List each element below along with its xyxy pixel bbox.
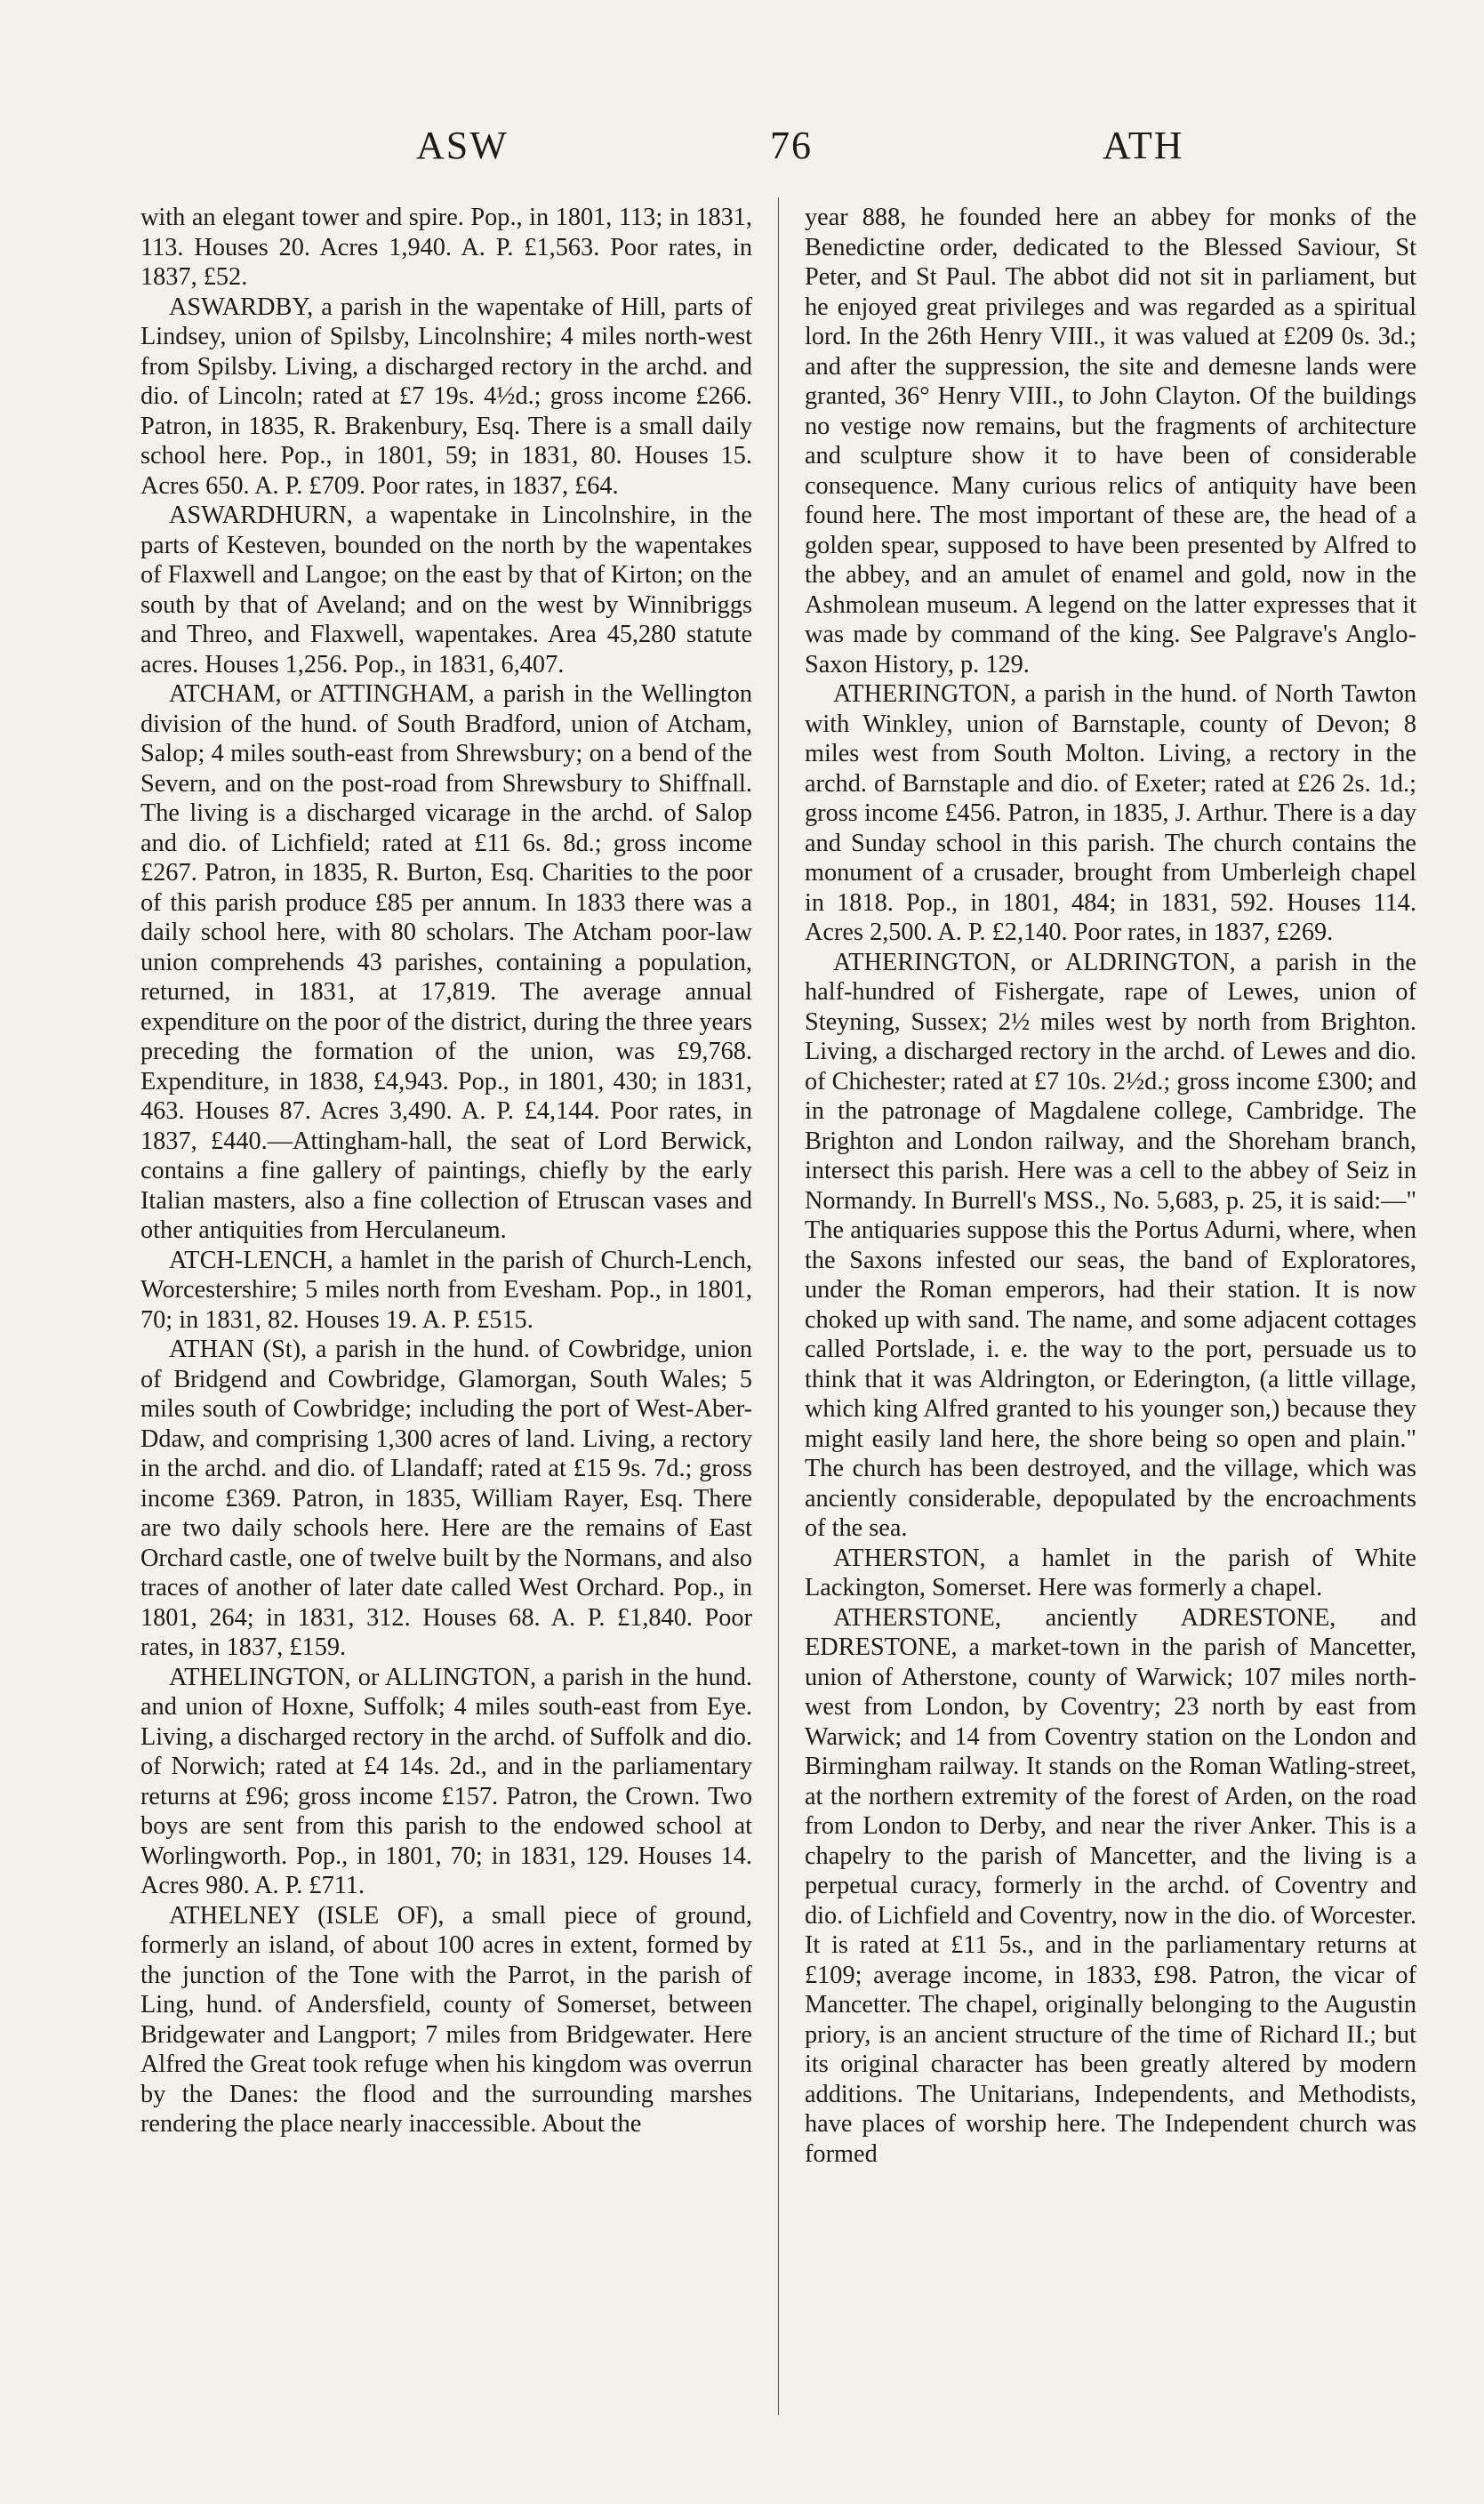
entry-athelney: ATHELNEY (ISLE OF), a small piece of ground, formerly an island, of about 100 acres in extent, formed by the junction of the Tone with the Parrot, in the parish of Ling, hund. of Andersfield, county of Somerset, between Bridgewater and Langport; 7 miles from Bridgewater. Here Alfred the Great took refuge when his kingdom was overrun by the Danes: the flood and the surrounding marshes rendering the place nearly inaccessible. About the (140, 1901, 752, 2138)
page-header (0, 123, 1484, 176)
column-divider (778, 197, 779, 2415)
entry-atherston: ATHERSTON, a hamlet in the parish of White Lackington, Somerset. Here was formerly a chapel. (805, 1544, 1416, 1601)
left-column (140, 203, 752, 2139)
running-head-left: ASW (416, 124, 509, 167)
running-head-right: ATH (1103, 124, 1184, 167)
entry-aswardhurn: ASWARDHURN, a wapentake in Lincolnshire, in the parts of Kesteven, bounded on the north by the wapentakes of Flaxwell and Langoe; on the east by that of Kirton; on the south by that of Aveland; and on the west by Winnibriggs and Threo, and Flaxwell, wapentakes. Area 45,280 statute acres. Houses 1,256. Pop., in 1831, 6,407. (140, 502, 752, 678)
entry-athelney-continued: year 888, he founded here an abbey for monks of the Benedictine order, dedicated to the Blessed Saviour, St Peter, and St Paul. The abbot did not sit in parliament, but he enjoyed great privileges and was regarded as a spiritual lord. In the 26th Henry VIII., it was valued at £209 0s. 3d.; and after the suppression, the site and demesne lands were granted, 36° Henry VIII., to John Clayton. Of the buildings no vestige now remains, but the fragments of architecture and sculpture show it to have been of considerable consequence. Many curious relics of antiquity have been found here. The most important of these are, the head of a golden spear, supposed to have been presented by Alfred to the abbey, and an amulet of enamel and gold, now in the Ashmolean museum. A legend on the latter expresses that it was made by command of the king. See Palgrave's Anglo-Saxon History, p. 129. (805, 204, 1416, 678)
entry-atcham: ATCHAM, or ATTINGHAM, a parish in the Wellington division of the hund. of South Bradford, union of Atcham, Salop; 4 miles south-east from Shrewsbury; on a bend of the Severn, and on the post-road from Shrewsbury to Shiffnall. The living is a discharged vicarage in the archd. of Salop and dio. of Lichfield; rated at £11 6s. 8d.; gross income £267. Patron, in 1835, R. Burton, Esq. Charities to the poor of this parish produce £85 per annum. In 1833 there was a daily school here, with 80 scholars. The Atcham poor-law union comprehends 43 parishes, containing a population, returned, in 1831, at 17,819. The average annual expenditure on the poor of the district, during the three years preceding the formation of the union, was £9,768. Expenditure, in 1838, £4,943. Pop., in 1801, 430; in 1831, 463. Houses 87. Acres 3,490. A. P. £4,144. Poor rates, in 1837, £440.—Attingham-hall, the seat of Lord Berwick, contains a fine gallery of paintings, chiefly by the early Italian masters, also a fine collection of Etruscan vases and other antiquities from Herculaneum. (140, 680, 752, 1244)
right-column (805, 203, 1416, 2169)
entry-atherington-sussex: ATHERINGTON, or ALDRINGTON, a parish in the half-hundred of Fishergate, rape of Lewes, union of Steyning, Sussex; 2½ miles west by north from Brighton. Living, a discharged rectory in the archd. of Lewes and dio. of Chichester; rated at £7 10s. 2½d.; gross income £300; and in the patronage of Magdalene college, Cambridge. The Brighton and London railway, and the Shoreham branch, intersect this parish. Here was a cell to the abbey of Seiz in Normandy. In Burrell's MSS., No. 5,683, p. 25, it is said:—" The antiquaries suppose this the Portus Adurni, where, when the Saxons infested our seas, the band of Exploratores, under the Roman emperors, had their station. It is now choked up with sand. The name, and some adjacent cottages called Portslade, i. e. the way to the port, persuade us to think that it was Aldrington, or Ederington, (a little village, which king Alfred granted to his younger son,) because they might easily land here, the shore being so open and plain." The church has been destroyed, and the village, which was anciently considerable, depopulated by the encroachments of the sea. (805, 948, 1416, 1542)
entry-atherstone: ATHERSTONE, anciently ADRESTONE, and EDRESTONE, a market-town in the parish of Mancetter, union of Atherstone, county of Warwick; 107 miles north-west from London, by Coventry; 23 north by east from Warwick; and 14 from Coventry station on the London and Birmingham railway. It stands on the Roman Watling-street, at the northern extremity of the forest of Arden, on the road from London to Derby, and near the river Anker. This is a chapelry to the parish of Mancetter, and the living is a perpetual curacy, formerly in the archd. of Coventry and dio. of Lichfield and Coventry, now in the dio. of Worcester. It is rated at £11 5s., and in the parliamentary returns at £109; average income, in 1833, £98. Patron, the vicar of Mancetter. The chapel, originally belonging to the Augustin priory, is an ancient structure of the time of Richard II.; but its original character has been greatly altered by modern additions. The Unitarians, Independents, and Methodists, have places of worship here. The Independent church was formed (805, 1603, 1416, 2168)
entry-atherington-devon: ATHERINGTON, a parish in the hund. of North Tawton with Winkley, union of Barnstaple, county of Devon; 8 miles west from South Molton. Living, a rectory in the archd. of Barnstaple and dio. of Exeter; rated at £26 2s. 1d.; gross income £456. Patron, in 1835, J. Arthur. There is a day and Sunday school in this parish. The church contains the monument of a crusader, brought from Umberleigh chapel in 1818. Pop., in 1801, 484; in 1831, 592. Houses 114. Acres 2,500. A. P. £2,140. Poor rates, in 1837, £269. (805, 680, 1416, 946)
entry-continuation: with an elegant tower and spire. Pop., in 1801, 113; in 1831, 113. Houses 20. Acres 1,940. A. P. £1,563. Poor rates, in 1837, £52. (140, 204, 752, 291)
entry-athan: ATHAN (St), a parish in the hund. of Cowbridge, union of Bridgend and Cowbridge, Glamorgan, South Wales; 5 miles south of Cowbridge; including the port of West-Aber-Ddaw, and comprising 1,300 acres of land. Living, a rectory in the archd. and dio. of Llandaff; rated at £15 9s. 7d.; gross income £369. Patron, in 1835, William Rayer, Esq. There are two daily schools here. Here are the remains of East Orchard castle, one of twelve built by the Normans, and also traces of another of later date called West Orchard. Pop., in 1801, 264; in 1831, 312. Houses 68. A. P. £1,840. Poor rates, in 1837, £159. (140, 1336, 752, 1661)
page-number: 76 (770, 124, 813, 167)
entry-athelington: ATHELINGTON, or ALLINGTON, a parish in the hund. and union of Hoxne, Suffolk; 4 miles south-east from Eye. Living, a discharged rectory in the archd. of Suffolk and dio. of Norwich; rated at £4 14s. 2d., and in the parliamentary returns at £96; gross income £157. Patron, the Crown. Two boys are sent from this parish to the endowed school at Worlingworth. Pop., in 1801, 70; in 1831, 129. Houses 14. Acres 980. A. P. £711. (140, 1663, 752, 1899)
entry-atch-lench: ATCH-LENCH, a hamlet in the parish of Church-Lench, Worcestershire; 5 miles north from Evesham. Pop., in 1801, 70; in 1831, 82. Houses 19. A. P. £515. (140, 1246, 752, 1334)
entry-aswardby: ASWARDBY, a parish in the wapentake of Hill, parts of Lindsey, union of Spilsby, Lincolnshire; 4 miles north-west from Spilsby. Living, a discharged rectory in the archd. and dio. of Lincoln; rated at £7 19s. 4½d.; gross income £266. Patron, in 1835, R. Brakenbury, Esq. There is a small daily school here. Pop., in 1801, 59; in 1831, 80. Houses 15. Acres 650. A. P. £709. Poor rates, in 1837, £64. (140, 293, 752, 500)
